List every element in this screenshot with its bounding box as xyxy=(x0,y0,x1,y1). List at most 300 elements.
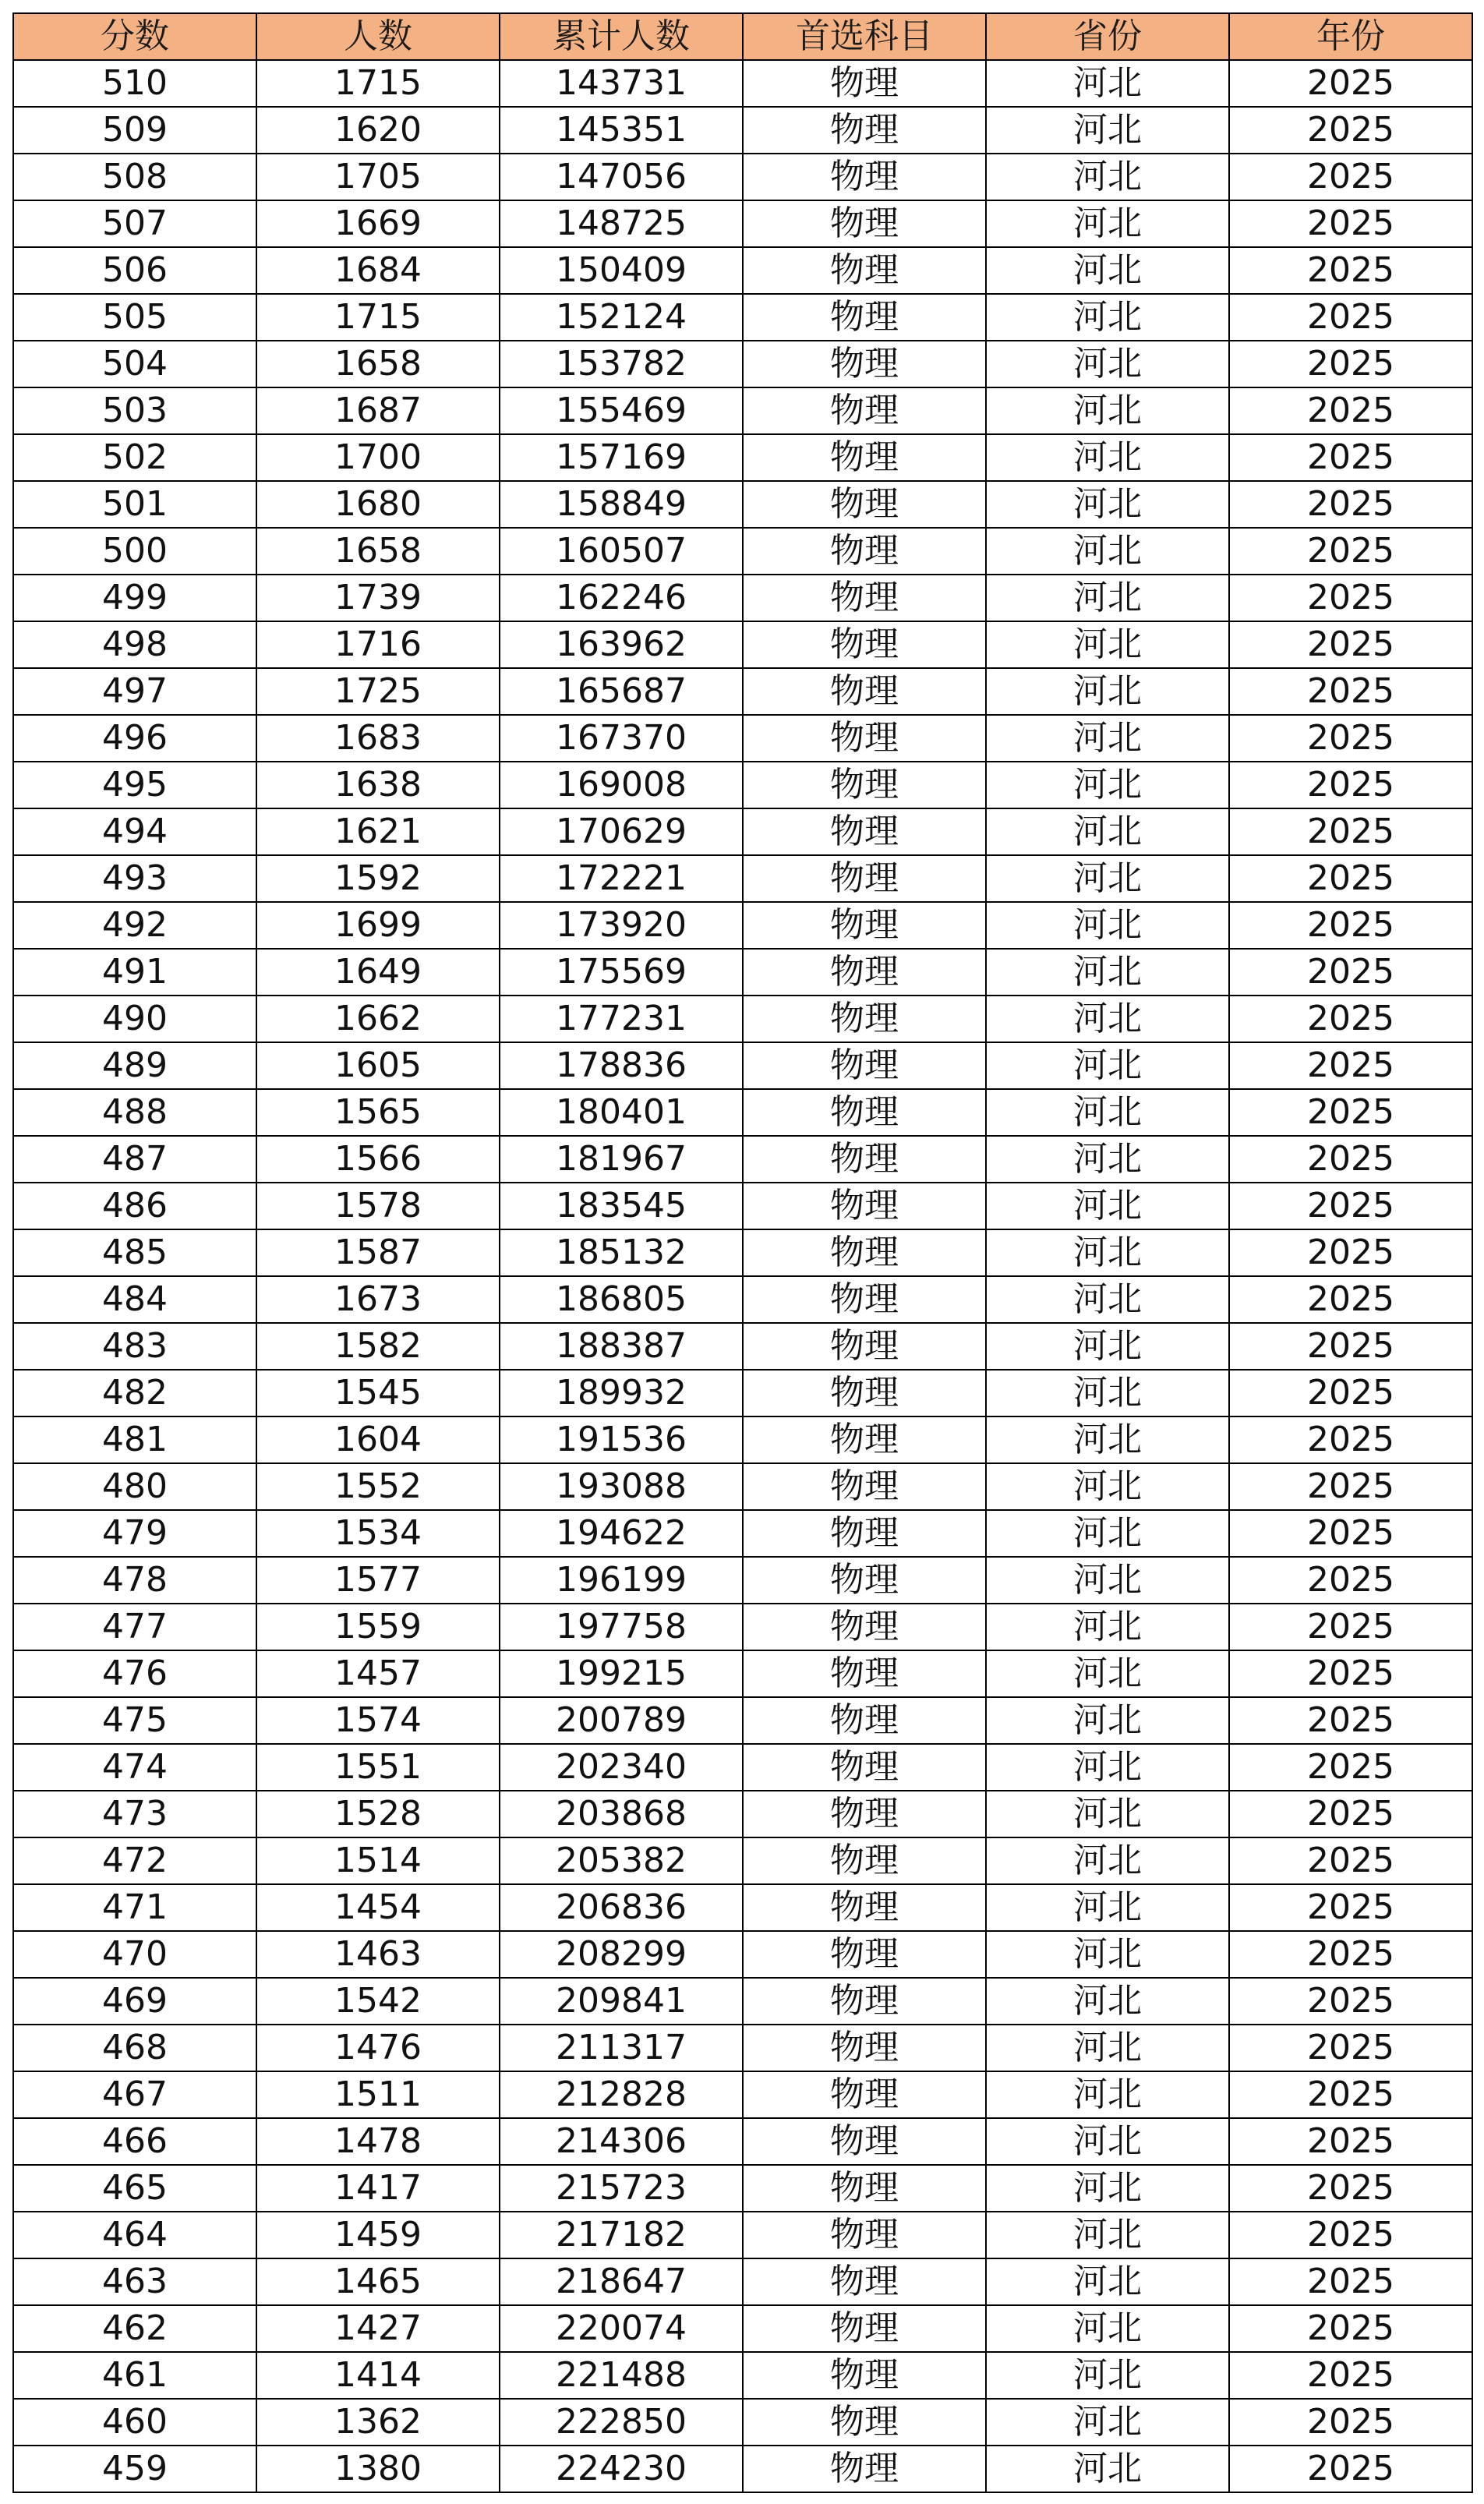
score-cell: 503 xyxy=(13,387,256,434)
subject-cell: 物理 xyxy=(743,1089,986,1136)
province-cell: 河北 xyxy=(986,996,1229,1042)
year-cell: 2025 xyxy=(1229,341,1472,387)
score-cell: 473 xyxy=(13,1791,256,1837)
score-cell: 477 xyxy=(13,1604,256,1650)
year-cell: 2025 xyxy=(1229,1229,1472,1276)
cumulative-cell: 189932 xyxy=(500,1370,743,1416)
year-cell: 2025 xyxy=(1229,2305,1472,2352)
province-cell: 河北 xyxy=(986,1136,1229,1183)
count-cell: 1528 xyxy=(256,1791,500,1837)
subject-cell: 物理 xyxy=(743,2446,986,2492)
count-cell: 1673 xyxy=(256,1276,500,1323)
count-cell: 1380 xyxy=(256,2446,500,2492)
cumulative-cell: 170629 xyxy=(500,808,743,855)
subject-cell: 物理 xyxy=(743,2118,986,2165)
count-cell: 1699 xyxy=(256,902,500,949)
province-cell: 河北 xyxy=(986,294,1229,341)
table-row xyxy=(13,1744,1472,1791)
cumulative-cell: 193088 xyxy=(500,1463,743,1510)
score-cell: 468 xyxy=(13,2025,256,2071)
score-cell: 469 xyxy=(13,1978,256,2025)
score-cell: 504 xyxy=(13,341,256,387)
table-row xyxy=(13,481,1472,528)
year-cell: 2025 xyxy=(1229,1042,1472,1089)
table-row xyxy=(13,1183,1472,1229)
score-cell: 465 xyxy=(13,2165,256,2212)
year-cell: 2025 xyxy=(1229,1884,1472,1931)
cumulative-cell: 222850 xyxy=(500,2399,743,2446)
table-row xyxy=(13,1604,1472,1650)
cumulative-cell: 205382 xyxy=(500,1837,743,1884)
province-cell: 河北 xyxy=(986,1229,1229,1276)
province-cell: 河北 xyxy=(986,621,1229,668)
table-row xyxy=(13,2165,1472,2212)
header-count: 人数 xyxy=(256,13,500,60)
score-cell: 494 xyxy=(13,808,256,855)
count-cell: 1577 xyxy=(256,1557,500,1604)
cumulative-cell: 169008 xyxy=(500,762,743,808)
table-row xyxy=(13,107,1472,154)
province-cell: 河北 xyxy=(986,154,1229,200)
year-cell: 2025 xyxy=(1229,1744,1472,1791)
province-cell: 河北 xyxy=(986,808,1229,855)
year-cell: 2025 xyxy=(1229,387,1472,434)
count-cell: 1715 xyxy=(256,60,500,107)
province-cell: 河北 xyxy=(986,668,1229,715)
cumulative-cell: 209841 xyxy=(500,1978,743,2025)
subject-cell: 物理 xyxy=(743,341,986,387)
cumulative-cell: 167370 xyxy=(500,715,743,762)
count-cell: 1414 xyxy=(256,2352,500,2399)
cumulative-cell: 218647 xyxy=(500,2258,743,2305)
year-cell: 2025 xyxy=(1229,575,1472,621)
year-cell: 2025 xyxy=(1229,1650,1472,1697)
table-row xyxy=(13,855,1472,902)
table-row xyxy=(13,1931,1472,1978)
count-cell: 1457 xyxy=(256,1650,500,1697)
table-row xyxy=(13,247,1472,294)
province-cell: 河北 xyxy=(986,247,1229,294)
cumulative-cell: 214306 xyxy=(500,2118,743,2165)
table-row xyxy=(13,1791,1472,1837)
score-cell: 480 xyxy=(13,1463,256,1510)
province-cell: 河北 xyxy=(986,1416,1229,1463)
province-cell: 河北 xyxy=(986,434,1229,481)
table-row xyxy=(13,2071,1472,2118)
score-cell: 472 xyxy=(13,1837,256,1884)
province-cell: 河北 xyxy=(986,1089,1229,1136)
score-cell: 495 xyxy=(13,762,256,808)
cumulative-cell: 180401 xyxy=(500,1089,743,1136)
score-cell: 498 xyxy=(13,621,256,668)
year-cell: 2025 xyxy=(1229,949,1472,996)
score-cell: 460 xyxy=(13,2399,256,2446)
year-cell: 2025 xyxy=(1229,621,1472,668)
subject-cell: 物理 xyxy=(743,1042,986,1089)
cumulative-cell: 194622 xyxy=(500,1510,743,1557)
count-cell: 1559 xyxy=(256,1604,500,1650)
cumulative-cell: 212828 xyxy=(500,2071,743,2118)
score-cell: 467 xyxy=(13,2071,256,2118)
cumulative-cell: 157169 xyxy=(500,434,743,481)
table-row xyxy=(13,1323,1472,1370)
year-cell: 2025 xyxy=(1229,2025,1472,2071)
year-cell: 2025 xyxy=(1229,528,1472,575)
year-cell: 2025 xyxy=(1229,1183,1472,1229)
score-cell: 475 xyxy=(13,1697,256,1744)
subject-cell: 物理 xyxy=(743,2258,986,2305)
score-cell: 490 xyxy=(13,996,256,1042)
count-cell: 1454 xyxy=(256,1884,500,1931)
subject-cell: 物理 xyxy=(743,1884,986,1931)
score-cell: 486 xyxy=(13,1183,256,1229)
cumulative-cell: 150409 xyxy=(500,247,743,294)
province-cell: 河北 xyxy=(986,715,1229,762)
cumulative-cell: 199215 xyxy=(500,1650,743,1697)
count-cell: 1592 xyxy=(256,855,500,902)
year-cell: 2025 xyxy=(1229,1089,1472,1136)
count-cell: 1669 xyxy=(256,200,500,247)
subject-cell: 物理 xyxy=(743,762,986,808)
count-cell: 1620 xyxy=(256,107,500,154)
province-cell: 河北 xyxy=(986,2258,1229,2305)
score-cell: 478 xyxy=(13,1557,256,1604)
cumulative-cell: 221488 xyxy=(500,2352,743,2399)
cumulative-cell: 172221 xyxy=(500,855,743,902)
subject-cell: 物理 xyxy=(743,1604,986,1650)
count-cell: 1658 xyxy=(256,528,500,575)
table-row xyxy=(13,1650,1472,1697)
score-cell: 471 xyxy=(13,1884,256,1931)
cumulative-cell: 185132 xyxy=(500,1229,743,1276)
table-row xyxy=(13,949,1472,996)
count-cell: 1662 xyxy=(256,996,500,1042)
table-row xyxy=(13,1416,1472,1463)
score-cell: 462 xyxy=(13,2305,256,2352)
subject-cell: 物理 xyxy=(743,1370,986,1416)
count-cell: 1582 xyxy=(256,1323,500,1370)
cumulative-cell: 143731 xyxy=(500,60,743,107)
cumulative-cell: 152124 xyxy=(500,294,743,341)
cumulative-cell: 217182 xyxy=(500,2212,743,2258)
year-cell: 2025 xyxy=(1229,107,1472,154)
province-cell: 河北 xyxy=(986,1463,1229,1510)
cumulative-cell: 145351 xyxy=(500,107,743,154)
cumulative-cell: 155469 xyxy=(500,387,743,434)
cumulative-cell: 181967 xyxy=(500,1136,743,1183)
score-cell: 502 xyxy=(13,434,256,481)
count-cell: 1658 xyxy=(256,341,500,387)
cumulative-cell: 211317 xyxy=(500,2025,743,2071)
cumulative-cell: 175569 xyxy=(500,949,743,996)
province-cell: 河北 xyxy=(986,2305,1229,2352)
year-cell: 2025 xyxy=(1229,2399,1472,2446)
province-cell: 河北 xyxy=(986,481,1229,528)
score-cell: 496 xyxy=(13,715,256,762)
province-cell: 河北 xyxy=(986,60,1229,107)
table-row xyxy=(13,2025,1472,2071)
subject-cell: 物理 xyxy=(743,107,986,154)
cumulative-cell: 197758 xyxy=(500,1604,743,1650)
province-cell: 河北 xyxy=(986,200,1229,247)
cumulative-cell: 163962 xyxy=(500,621,743,668)
province-cell: 河北 xyxy=(986,528,1229,575)
province-cell: 河北 xyxy=(986,387,1229,434)
table-row xyxy=(13,2118,1472,2165)
count-cell: 1534 xyxy=(256,1510,500,1557)
year-cell: 2025 xyxy=(1229,2071,1472,2118)
count-cell: 1465 xyxy=(256,2258,500,2305)
table-row xyxy=(13,1463,1472,1510)
year-cell: 2025 xyxy=(1229,1791,1472,1837)
cumulative-cell: 206836 xyxy=(500,1884,743,1931)
score-cell: 505 xyxy=(13,294,256,341)
table-body xyxy=(13,60,1472,2492)
cumulative-cell: 173920 xyxy=(500,902,743,949)
subject-cell: 物理 xyxy=(743,481,986,528)
subject-cell: 物理 xyxy=(743,621,986,668)
score-cell: 459 xyxy=(13,2446,256,2492)
province-cell: 河北 xyxy=(986,2165,1229,2212)
table-row xyxy=(13,1136,1472,1183)
subject-cell: 物理 xyxy=(743,575,986,621)
province-cell: 河北 xyxy=(986,855,1229,902)
province-cell: 河北 xyxy=(986,1042,1229,1089)
province-cell: 河北 xyxy=(986,575,1229,621)
cumulative-cell: 177231 xyxy=(500,996,743,1042)
score-cell: 506 xyxy=(13,247,256,294)
province-cell: 河北 xyxy=(986,1276,1229,1323)
table-row xyxy=(13,902,1472,949)
subject-cell: 物理 xyxy=(743,1183,986,1229)
province-cell: 河北 xyxy=(986,949,1229,996)
subject-cell: 物理 xyxy=(743,855,986,902)
score-cell: 466 xyxy=(13,2118,256,2165)
score-cell: 476 xyxy=(13,1650,256,1697)
year-cell: 2025 xyxy=(1229,902,1472,949)
subject-cell: 物理 xyxy=(743,2352,986,2399)
subject-cell: 物理 xyxy=(743,1837,986,1884)
count-cell: 1725 xyxy=(256,668,500,715)
table-row xyxy=(13,2352,1472,2399)
table-row xyxy=(13,2258,1472,2305)
cumulative-cell: 224230 xyxy=(500,2446,743,2492)
province-cell: 河北 xyxy=(986,1510,1229,1557)
score-cell: 479 xyxy=(13,1510,256,1557)
cumulative-cell: 215723 xyxy=(500,2165,743,2212)
count-cell: 1362 xyxy=(256,2399,500,2446)
count-cell: 1605 xyxy=(256,1042,500,1089)
subject-cell: 物理 xyxy=(743,2165,986,2212)
subject-cell: 物理 xyxy=(743,247,986,294)
year-cell: 2025 xyxy=(1229,154,1472,200)
table-row xyxy=(13,2305,1472,2352)
year-cell: 2025 xyxy=(1229,855,1472,902)
subject-cell: 物理 xyxy=(743,1978,986,2025)
subject-cell: 物理 xyxy=(743,1650,986,1697)
province-cell: 河北 xyxy=(986,2118,1229,2165)
table-row xyxy=(13,1837,1472,1884)
count-cell: 1514 xyxy=(256,1837,500,1884)
score-cell: 510 xyxy=(13,60,256,107)
count-cell: 1574 xyxy=(256,1697,500,1744)
province-cell: 河北 xyxy=(986,2352,1229,2399)
year-cell: 2025 xyxy=(1229,1557,1472,1604)
province-cell: 河北 xyxy=(986,1978,1229,2025)
table-row xyxy=(13,154,1472,200)
table-row xyxy=(13,668,1472,715)
table-row xyxy=(13,200,1472,247)
score-distribution-table xyxy=(12,12,1473,2493)
score-cell: 499 xyxy=(13,575,256,621)
year-cell: 2025 xyxy=(1229,2118,1472,2165)
score-cell: 493 xyxy=(13,855,256,902)
year-cell: 2025 xyxy=(1229,1510,1472,1557)
subject-cell: 物理 xyxy=(743,1697,986,1744)
year-cell: 2025 xyxy=(1229,60,1472,107)
count-cell: 1715 xyxy=(256,294,500,341)
subject-cell: 物理 xyxy=(743,996,986,1042)
count-cell: 1705 xyxy=(256,154,500,200)
year-cell: 2025 xyxy=(1229,1136,1472,1183)
count-cell: 1542 xyxy=(256,1978,500,2025)
cumulative-cell: 153782 xyxy=(500,341,743,387)
score-cell: 484 xyxy=(13,1276,256,1323)
year-cell: 2025 xyxy=(1229,1931,1472,1978)
year-cell: 2025 xyxy=(1229,1276,1472,1323)
count-cell: 1565 xyxy=(256,1089,500,1136)
year-cell: 2025 xyxy=(1229,1416,1472,1463)
province-cell: 河北 xyxy=(986,341,1229,387)
year-cell: 2025 xyxy=(1229,996,1472,1042)
province-cell: 河北 xyxy=(986,1650,1229,1697)
subject-cell: 物理 xyxy=(743,2212,986,2258)
score-cell: 491 xyxy=(13,949,256,996)
cumulative-cell: 147056 xyxy=(500,154,743,200)
table-row xyxy=(13,762,1472,808)
province-cell: 河北 xyxy=(986,1604,1229,1650)
subject-cell: 物理 xyxy=(743,1323,986,1370)
subject-cell: 物理 xyxy=(743,1557,986,1604)
table-row xyxy=(13,434,1472,481)
header-year: 年份 xyxy=(1229,13,1472,60)
subject-cell: 物理 xyxy=(743,1136,986,1183)
province-cell: 河北 xyxy=(986,1884,1229,1931)
count-cell: 1649 xyxy=(256,949,500,996)
year-cell: 2025 xyxy=(1229,1323,1472,1370)
cumulative-cell: 202340 xyxy=(500,1744,743,1791)
subject-cell: 物理 xyxy=(743,200,986,247)
year-cell: 2025 xyxy=(1229,200,1472,247)
header-cumulative: 累计人数 xyxy=(500,13,743,60)
subject-cell: 物理 xyxy=(743,154,986,200)
subject-cell: 物理 xyxy=(743,668,986,715)
count-cell: 1478 xyxy=(256,2118,500,2165)
subject-cell: 物理 xyxy=(743,294,986,341)
year-cell: 2025 xyxy=(1229,481,1472,528)
subject-cell: 物理 xyxy=(743,715,986,762)
cumulative-cell: 188387 xyxy=(500,1323,743,1370)
count-cell: 1604 xyxy=(256,1416,500,1463)
table-row xyxy=(13,387,1472,434)
year-cell: 2025 xyxy=(1229,808,1472,855)
count-cell: 1476 xyxy=(256,2025,500,2071)
cumulative-cell: 178836 xyxy=(500,1042,743,1089)
count-cell: 1545 xyxy=(256,1370,500,1416)
subject-cell: 物理 xyxy=(743,434,986,481)
score-cell: 509 xyxy=(13,107,256,154)
count-cell: 1427 xyxy=(256,2305,500,2352)
table-row xyxy=(13,1978,1472,2025)
score-cell: 501 xyxy=(13,481,256,528)
count-cell: 1587 xyxy=(256,1229,500,1276)
cumulative-cell: 220074 xyxy=(500,2305,743,2352)
year-cell: 2025 xyxy=(1229,1697,1472,1744)
count-cell: 1552 xyxy=(256,1463,500,1510)
year-cell: 2025 xyxy=(1229,668,1472,715)
table-row xyxy=(13,715,1472,762)
score-cell: 474 xyxy=(13,1744,256,1791)
score-cell: 461 xyxy=(13,2352,256,2399)
table-row xyxy=(13,1042,1472,1089)
subject-cell: 物理 xyxy=(743,1791,986,1837)
year-cell: 2025 xyxy=(1229,2352,1472,2399)
table-row xyxy=(13,1089,1472,1136)
subject-cell: 物理 xyxy=(743,1931,986,1978)
table-row xyxy=(13,1370,1472,1416)
count-cell: 1684 xyxy=(256,247,500,294)
year-cell: 2025 xyxy=(1229,294,1472,341)
header-row xyxy=(13,13,1472,60)
province-cell: 河北 xyxy=(986,1557,1229,1604)
table-row xyxy=(13,341,1472,387)
table-row xyxy=(13,1884,1472,1931)
province-cell: 河北 xyxy=(986,762,1229,808)
year-cell: 2025 xyxy=(1229,1370,1472,1416)
table-row xyxy=(13,1510,1472,1557)
province-cell: 河北 xyxy=(986,2399,1229,2446)
count-cell: 1566 xyxy=(256,1136,500,1183)
subject-cell: 物理 xyxy=(743,902,986,949)
province-cell: 河北 xyxy=(986,1837,1229,1884)
year-cell: 2025 xyxy=(1229,2165,1472,2212)
score-cell: 463 xyxy=(13,2258,256,2305)
year-cell: 2025 xyxy=(1229,1978,1472,2025)
score-cell: 464 xyxy=(13,2212,256,2258)
table-row xyxy=(13,575,1472,621)
cumulative-cell: 160507 xyxy=(500,528,743,575)
count-cell: 1621 xyxy=(256,808,500,855)
province-cell: 河北 xyxy=(986,2071,1229,2118)
cumulative-cell: 148725 xyxy=(500,200,743,247)
header-score: 分数 xyxy=(13,13,256,60)
score-cell: 508 xyxy=(13,154,256,200)
count-cell: 1511 xyxy=(256,2071,500,2118)
subject-cell: 物理 xyxy=(743,1229,986,1276)
subject-cell: 物理 xyxy=(743,1416,986,1463)
year-cell: 2025 xyxy=(1229,2212,1472,2258)
table-row xyxy=(13,1276,1472,1323)
count-cell: 1683 xyxy=(256,715,500,762)
count-cell: 1700 xyxy=(256,434,500,481)
year-cell: 2025 xyxy=(1229,715,1472,762)
province-cell: 河北 xyxy=(986,2025,1229,2071)
subject-cell: 物理 xyxy=(743,528,986,575)
subject-cell: 物理 xyxy=(743,2305,986,2352)
year-cell: 2025 xyxy=(1229,2258,1472,2305)
count-cell: 1459 xyxy=(256,2212,500,2258)
score-cell: 485 xyxy=(13,1229,256,1276)
